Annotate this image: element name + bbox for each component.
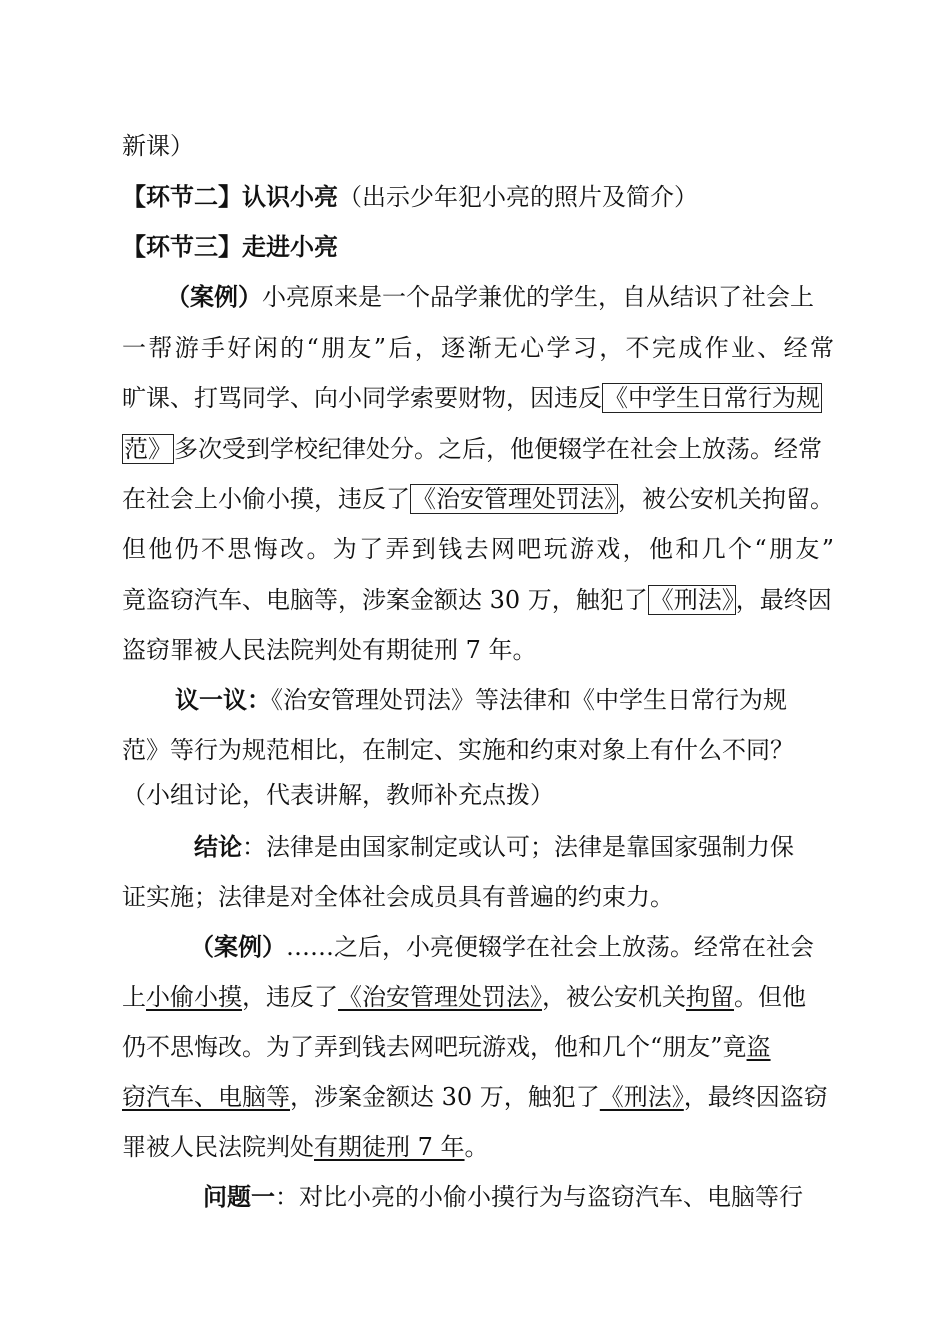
text-line [122, 474, 846, 524]
section-heading [122, 172, 834, 222]
text-line [122, 323, 834, 373]
text-line [166, 272, 834, 322]
text: 旷课、打骂同学、向小同学索要财物，因违反 [122, 384, 602, 412]
text: 仍不思悔改。为了弄到钱去网吧玩游戏，他和几个“朋友”竟 [122, 1033, 747, 1061]
text-line [122, 524, 834, 574]
boxed-term: 《治安管理处罚法》 [412, 485, 616, 513]
text-line [122, 725, 834, 775]
text: ，被公安机关拘留。 [618, 485, 834, 513]
text-line [194, 822, 834, 872]
boxed-term: 《刑法》 [649, 586, 734, 614]
text: 盗窃罪被人民法院判处有期徒刑 7 年。 [122, 636, 537, 664]
conclusion-label: 结论 [194, 832, 242, 861]
text: 《治安管理处罚法》等法律和《中学生日常行为规 [271, 686, 787, 714]
text-line [122, 972, 834, 1022]
discuss-label: 议一议： [175, 685, 271, 714]
text-line [122, 121, 834, 171]
text-line [190, 922, 834, 972]
text-line [122, 1122, 834, 1172]
underlined-term: 有期徒刑 7 年 [314, 1133, 465, 1161]
case-label: （案例） [190, 932, 286, 961]
text-line [203, 1172, 834, 1222]
text: 多次受到学校纪律处分。之后，他便辍学在社会上放荡。经常 [174, 435, 822, 463]
text: 上 [122, 983, 146, 1011]
underlined-term: 拘留 [686, 983, 734, 1011]
heading-note: （出示少年犯小亮的照片及简介） [338, 183, 698, 211]
case-label: （案例） [166, 282, 262, 311]
underlined-term: 窃汽车、电脑等 [122, 1083, 290, 1111]
heading-bold: 【环节二】认识小亮 [122, 182, 338, 211]
text: 在社会上小偷小摸，违反了 [122, 485, 410, 513]
text: ：对比小亮的小偷小摸行为与盗窃汽车、电脑等行 [275, 1183, 803, 1211]
text: 新课） [122, 132, 194, 160]
text: 罪被人民法院判处 [122, 1133, 314, 1161]
text: 小亮原来是一个品学兼优的学生，自从结识了社会上 [262, 283, 814, 311]
text: 范》等行为规范相比，在制定、实施和约束对象上有什么不同？ [122, 736, 794, 764]
text: 一帮游手好闲的“朋友”后，逐渐无心学习，不完成作业、经常 [122, 334, 834, 362]
text-line [122, 625, 834, 675]
underlined-term: 盗 [746, 1033, 771, 1061]
boxed-term: 范》 [124, 435, 172, 463]
text: 但他仍不思悔改。为了弄到钱去网吧玩游戏，他和几个“朋友” [122, 535, 834, 563]
heading-bold: 【环节三】走进小亮 [122, 232, 338, 261]
text: 。 [464, 1133, 489, 1161]
text: ……之后，小亮便辍学在社会上放荡。经常在社会 [286, 933, 814, 961]
text-line [122, 1072, 834, 1122]
text: 证实施；法律是对全体社会成员具有普遍的约束力。 [122, 883, 674, 911]
text-line [122, 1022, 834, 1072]
text: ，违反了 [242, 983, 338, 1011]
underlined-term: 《刑法》 [599, 1083, 684, 1111]
underlined-term: 《治安管理处罚法》 [338, 983, 542, 1011]
question-label: 问题一 [203, 1182, 275, 1211]
text: 。但他 [734, 983, 806, 1011]
text: ，最终因 [735, 586, 832, 614]
text-line [175, 675, 834, 725]
underlined-term: 小偷小摸 [146, 983, 242, 1011]
text: 竟盗窃汽车、电脑等，涉案金额达 30 万，触犯了 [122, 586, 648, 614]
text-line [122, 424, 834, 474]
text-line [122, 872, 834, 922]
text-line [122, 373, 834, 423]
text-line [122, 575, 834, 625]
text: ，最终因盗窃 [683, 1083, 828, 1111]
text: ，涉案金额达 30 万，触犯了 [290, 1083, 600, 1111]
boxed-term: 《中学生日常行为规 [604, 384, 820, 412]
text: ：法律是由国家制定或认可；法律是靠国家强制力保 [242, 833, 794, 861]
text: ，被公安机关 [542, 983, 686, 1011]
section-heading [122, 222, 834, 272]
text: （小组讨论，代表讲解，教师补充点拨） [122, 781, 554, 809]
text-line [122, 770, 834, 820]
